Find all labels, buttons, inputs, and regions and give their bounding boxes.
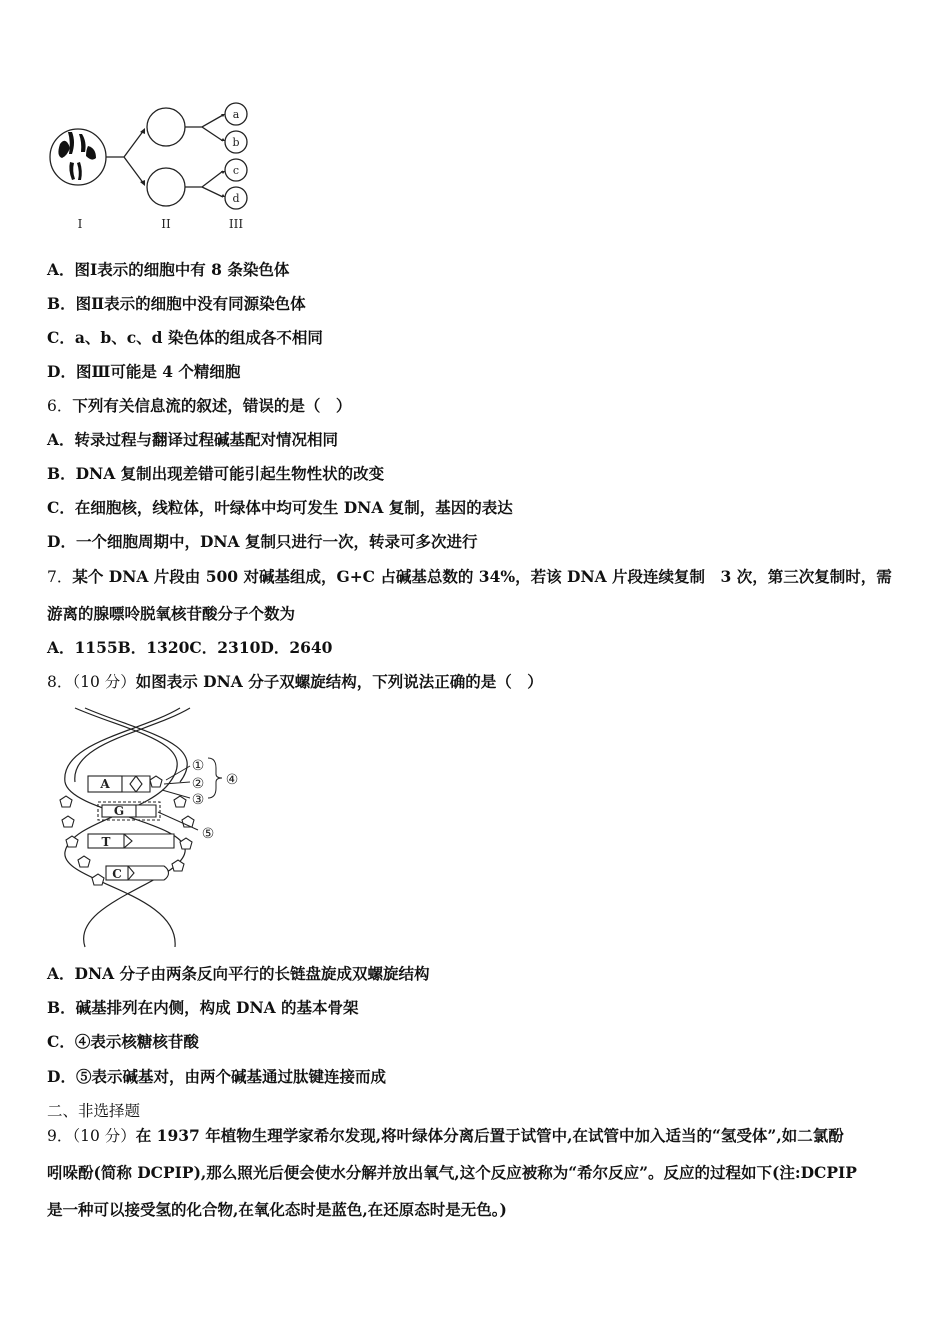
marker-3: ③	[191, 792, 205, 808]
section-title: 二、非选择题	[47, 1102, 141, 1120]
q6-option-d: D．一个细胞周期中，DNA 复制只进行一次，转录可多次进行	[47, 532, 478, 551]
q5-option-c: C．a、b、c、d 染色体的组成各不相同	[47, 328, 323, 347]
arrow-II-to-III-top	[185, 115, 223, 141]
label-d: d	[232, 192, 240, 205]
chromosomes	[58, 132, 96, 180]
q9-text-1: 在 1937 年植物生理学家希尔发现,将叶绿体分离后置于试管中,在试管中加入适当的“氢受体”,如二氯酚	[135, 1126, 844, 1145]
q9-score: （10 分）	[72, 1127, 136, 1145]
label-b: b	[232, 136, 240, 149]
q5-option-b: B．图Ⅱ表示的细胞中没有同源染色体	[47, 294, 306, 313]
dna-base-label-A: A	[100, 777, 110, 791]
q7-options: A．1155B．1320C．2310D．2640	[47, 638, 333, 657]
marker-1: ①	[191, 758, 205, 774]
q8-stem	[47, 672, 543, 692]
q9-line2: 吲哚酚(简称 DCPIP),那么照光后便会使水分解并放出氧气,这个反应被称为“希尔反应”。反应的过程如下(注:DCPIP	[47, 1163, 857, 1182]
q7-stem-line1	[47, 567, 892, 587]
label-a: a	[232, 108, 240, 121]
q5-option-d: D．图Ⅲ可能是 4 个精细胞	[47, 362, 241, 381]
q8-stem-text: 如图表示 DNA 分子双螺旋结构，下列说法正确的是（ ）	[135, 672, 543, 691]
q6-stem	[47, 396, 351, 416]
q6-number: 6．	[47, 397, 73, 415]
marker-4: ④	[225, 772, 239, 788]
q6-option-a: A．转录过程与翻译过程碱基配对情况相同	[47, 430, 339, 449]
dna-base-label-T: T	[101, 835, 111, 849]
dna-helix-diagram	[40, 702, 240, 952]
meiosis-diagram	[44, 92, 264, 242]
q7-stem-text-1: 某个 DNA 片段由 500 对碱基组成，G+C 占碱基总数的 34%，若该 DNA 片段连续复制 3 次，第三次复制时，需	[72, 567, 892, 586]
marker-2: ②	[191, 776, 205, 792]
marker-5: ⑤	[201, 826, 215, 842]
q6-option-c: C．在细胞核，线粒体，叶绿体中均可发生 DNA 复制，基因的表达	[47, 498, 513, 517]
q8-option-c: C．④表示核糖核苷酸	[47, 1032, 199, 1051]
dna-base-label-G: G	[113, 804, 125, 818]
label-III: III	[228, 217, 244, 231]
cell-II-bottom	[147, 168, 185, 206]
q8-number: 8．	[47, 673, 73, 691]
q6-option-b: B．DNA 复制出现差错可能引起生物性状的改变	[47, 464, 385, 483]
cell-II-top	[147, 108, 185, 146]
arrow-II-to-III-bottom	[185, 171, 223, 197]
q8-option-d: D．⑤表示碱基对，由两个碱基通过肽键连接而成	[47, 1067, 386, 1086]
q9-number: 9．	[47, 1127, 73, 1145]
q5-option-a: A．图Ⅰ表示的细胞中有 8 条染色体	[47, 260, 290, 279]
label-II: II	[161, 217, 171, 231]
q8-score: （10 分）	[72, 673, 136, 691]
q7-stem-line2: 游离的腺嘌呤脱氧核苷酸分子个数为	[47, 604, 296, 623]
dna-base-label-C: C	[112, 867, 122, 881]
q9-line3: 是一种可以接受氢的化合物,在氧化态时是蓝色,在还原态时是无色。)	[47, 1200, 507, 1219]
cell-I	[50, 129, 106, 185]
q7-number: 7．	[47, 568, 73, 586]
q8-option-b: B．碱基排列在内侧，构成 DNA 的基本骨架	[47, 998, 359, 1017]
arrow-I-to-II	[106, 130, 144, 184]
q8-option-a: A．DNA 分子由两条反向平行的长链盘旋成双螺旋结构	[47, 964, 430, 983]
q6-stem-text: 下列有关信息流的叙述，错误的是（ ）	[72, 396, 352, 415]
label-I: I	[77, 217, 83, 231]
label-c: c	[232, 164, 240, 177]
q9-line1	[47, 1126, 844, 1146]
